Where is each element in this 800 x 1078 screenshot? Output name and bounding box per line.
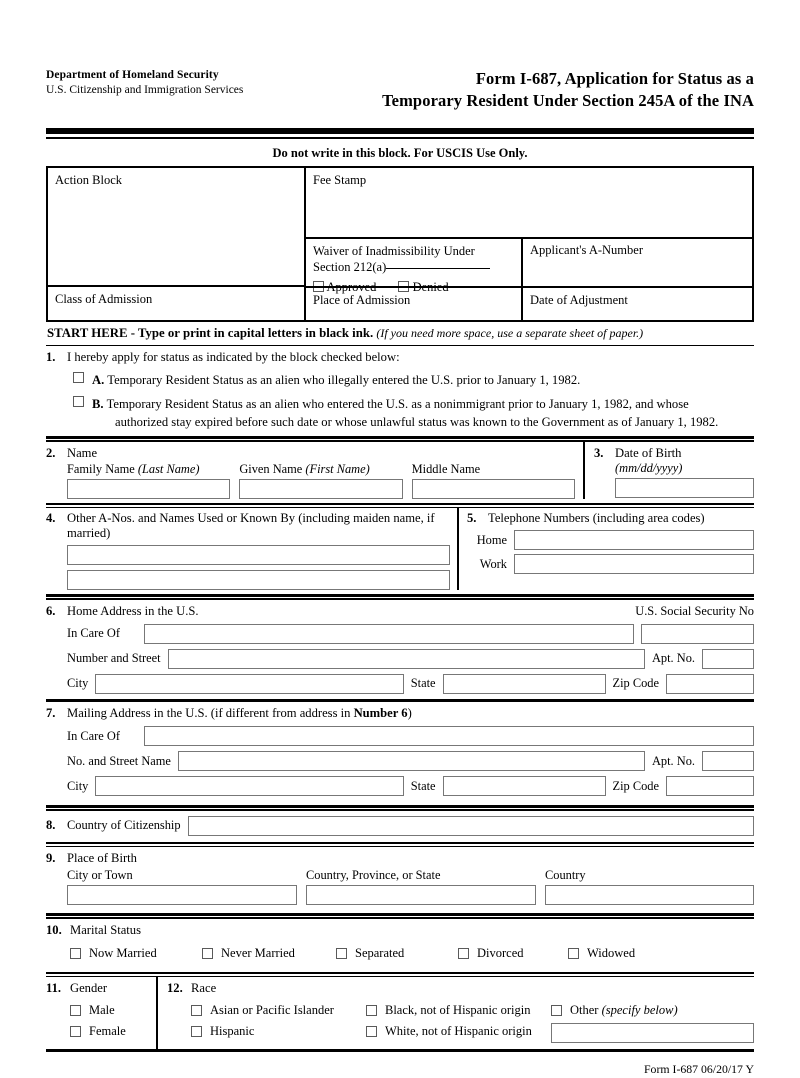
home-state-input[interactable]: [443, 674, 606, 694]
family-name-input[interactable]: [67, 479, 230, 499]
action-block-label: Action Block: [55, 172, 123, 187]
fee-stamp-cell[interactable]: [306, 168, 752, 237]
mail-street-label: No. and Street Name: [67, 753, 171, 768]
date-of-birth-input[interactable]: [615, 478, 754, 498]
mail-city-input[interactable]: [95, 776, 403, 796]
action-block-cell[interactable]: [48, 168, 304, 285]
birth-city-input[interactable]: [67, 885, 297, 905]
item-5-number: 5.: [467, 511, 477, 526]
item-8-title: Country of Citizenship: [67, 818, 181, 833]
agency-department: Department of Homeland Security: [46, 69, 219, 81]
home-phone-row: [467, 530, 754, 550]
item-3-header: [594, 442, 754, 461]
item-10-number: 10.: [46, 922, 62, 937]
work-phone-row: [467, 554, 754, 574]
mail-in-care-of-row: [46, 726, 754, 746]
race-option-black[interactable]: Black, not of Hispanic origin: [366, 1003, 551, 1018]
item-6-title: Home Address in the U.S.: [67, 603, 199, 618]
race-column-1: [191, 1003, 366, 1043]
item-1-option-a-description: Temporary Resident Status as an alien who illegally entered the U.S. prior to January 1, 1982.: [107, 373, 581, 388]
admission-row: [306, 286, 752, 320]
item-6-number: 6.: [46, 603, 56, 618]
uscis-right-column: [306, 168, 752, 320]
ssn-input[interactable]: [641, 624, 754, 644]
item-9-title: Place of Birth: [67, 851, 137, 866]
white-not-hispanic-checkbox[interactable]: [366, 1026, 377, 1037]
work-phone-input[interactable]: [514, 554, 754, 574]
class-of-admission-cell[interactable]: [48, 285, 304, 320]
item-5-title: Telephone Numbers (including area codes): [488, 511, 705, 526]
work-phone-label: Work: [479, 556, 507, 571]
birth-city-group: [67, 868, 297, 905]
birth-province-label: Country, Province, or State: [306, 868, 441, 883]
mail-street-input[interactable]: [178, 751, 645, 771]
widowed-checkbox[interactable]: [568, 948, 579, 959]
home-phone-label: Home: [476, 532, 507, 547]
family-name-label: Family Name (Last Name): [67, 461, 200, 476]
uscis-block-caption: Do not write in this block. For USCIS Use Only.: [272, 145, 528, 160]
form-title-line2: Temporary Resident Under Section 245A of the INA: [382, 91, 754, 111]
home-state-label: State: [410, 676, 436, 691]
asian-pacific-islander-checkbox[interactable]: [191, 1005, 202, 1016]
item-4-title: Other A-Nos. and Names Used or Known By (including maiden name, if married): [67, 511, 435, 541]
home-street-input[interactable]: [168, 649, 645, 669]
home-zip-input[interactable]: [666, 674, 754, 694]
start-here-instruction: [46, 322, 754, 345]
item-11-header: [46, 981, 156, 996]
item-6-title-group: [46, 604, 199, 619]
never-married-checkbox[interactable]: [202, 948, 213, 959]
middle-name-group: [412, 462, 575, 499]
item-4-header: [46, 508, 450, 541]
header-rule-thick: [46, 128, 754, 134]
waiver-row: [306, 237, 752, 294]
marital-status-options: [70, 946, 754, 961]
item-9-header: [46, 851, 754, 866]
item-5-telephone: [459, 508, 754, 590]
divorced-checkbox[interactable]: [458, 948, 469, 959]
item-11-gender: [46, 977, 158, 1049]
place-of-admission-cell[interactable]: [306, 288, 523, 320]
item-7-number: 7.: [46, 706, 56, 721]
waiver-approved-label: Approved: [326, 279, 377, 294]
item-1-number: 1.: [46, 350, 56, 365]
mail-in-care-of-input[interactable]: [144, 726, 754, 746]
home-in-care-of-label: In Care Of: [67, 626, 120, 641]
date-of-adjustment-cell[interactable]: [523, 288, 752, 320]
item-1-apply-status: [46, 346, 754, 436]
fee-stamp-label: Fee Stamp: [313, 172, 367, 187]
item-1-option-b[interactable]: [73, 396, 754, 431]
item-1-header: [46, 350, 754, 365]
waiver-label-line2: Section 212(a): [313, 259, 514, 276]
item-2-fields: [67, 462, 575, 499]
home-city-row: [46, 674, 754, 694]
item-11-title: Gender: [70, 981, 108, 996]
item-12-race: [158, 977, 754, 1049]
home-phone-input[interactable]: [514, 530, 754, 550]
item-1-option-a-label: A.: [92, 373, 105, 388]
item-11-number: 11.: [46, 981, 62, 996]
mail-apt-input[interactable]: [702, 751, 754, 771]
item-7-title: Mailing Address in the U.S. (if different from address in Number 6): [67, 706, 412, 721]
item-9-place-of-birth: [46, 847, 754, 910]
class-of-admission-label: Class of Admission: [55, 291, 153, 306]
item-10-marital-status: [46, 919, 754, 966]
female-checkbox[interactable]: [70, 1026, 81, 1037]
marital-option-divorced[interactable]: Divorced: [458, 946, 568, 961]
waiver-cell: [306, 239, 523, 294]
item-2-title: Name: [67, 445, 98, 460]
form-footer: [46, 1052, 754, 1078]
item-8-row: [46, 816, 754, 836]
item-12-number: 12.: [167, 981, 183, 996]
citizenship-input[interactable]: [188, 816, 754, 836]
other-names-input-1[interactable]: [67, 545, 450, 565]
home-city-label: City: [67, 676, 89, 691]
item-5-header: [467, 508, 754, 526]
item-7-mailing-address: [46, 702, 754, 801]
home-street-label: Number and Street: [67, 651, 161, 666]
applicant-a-number-cell[interactable]: [523, 239, 752, 286]
mail-zip-label: Zip Code: [612, 778, 659, 793]
birth-city-label: City or Town: [67, 868, 133, 883]
mail-city-row: [46, 776, 754, 796]
given-name-label: Given Name (First Name): [239, 461, 370, 476]
marital-option-now-married[interactable]: Now Married: [70, 946, 202, 961]
mail-street-row: [46, 751, 754, 771]
items-2-3-row: [46, 442, 754, 499]
birth-province-input[interactable]: [306, 885, 536, 905]
black-not-hispanic-checkbox[interactable]: [366, 1005, 377, 1016]
mail-apt-label: Apt. No.: [651, 753, 695, 768]
item-4-number: 4.: [46, 511, 56, 526]
gender-option-male[interactable]: Male: [70, 1003, 156, 1018]
home-city-input[interactable]: [95, 674, 403, 694]
item-10-header: [46, 923, 754, 938]
other-race-input[interactable]: [551, 1023, 754, 1043]
applicant-a-number-label: Applicant's A-Number: [530, 242, 643, 257]
form-title: [382, 68, 754, 112]
form-header: [46, 0, 754, 112]
item-2-name: [46, 442, 585, 499]
male-checkbox[interactable]: [70, 1005, 81, 1016]
birth-country-group: [545, 868, 754, 905]
given-name-input[interactable]: [239, 479, 402, 499]
item-3-date-of-birth: [585, 442, 754, 499]
waiver-denied-label: Denied: [412, 279, 449, 294]
item-1-option-b-description-2: authorized stay expired before such date or whose unlawful status was known to the Government as of January 1, 1982.: [115, 414, 719, 429]
other-names-input-2[interactable]: [67, 570, 450, 590]
race-options: [191, 1003, 754, 1043]
mail-state-input[interactable]: [443, 776, 606, 796]
header-rule-thin: [46, 137, 754, 139]
uscis-left-column: [48, 168, 306, 320]
item-1-option-b-checkbox[interactable]: [73, 396, 84, 407]
mail-in-care-of-label: In Care Of: [67, 728, 120, 743]
separated-checkbox[interactable]: [336, 948, 347, 959]
start-here-bold: START HERE - Type or print in capital letters in black ink.: [47, 325, 374, 340]
form-title-line1: Form I-687, Application for Status as a: [475, 69, 754, 88]
item-9-fields: [67, 868, 754, 905]
form-page: [46, 0, 754, 1076]
items-4-5-row: [46, 508, 754, 590]
place-of-admission-label: Place of Admission: [313, 292, 411, 307]
item-6-header: [46, 604, 754, 619]
items-11-12-row: [46, 977, 754, 1049]
birth-country-label: Country: [545, 868, 586, 883]
item-9-number: 9.: [46, 851, 56, 866]
home-apt-input[interactable]: [702, 649, 754, 669]
mail-state-label: State: [410, 778, 436, 793]
ssn-label: U.S. Social Security No: [635, 603, 754, 618]
home-street-row: [46, 649, 754, 669]
item-1-option-b-label: B.: [92, 397, 104, 412]
home-zip-label: Zip Code: [612, 676, 659, 691]
other-race-checkbox[interactable]: [551, 1005, 562, 1016]
race-option-hispanic[interactable]: Hispanic: [191, 1024, 366, 1039]
birth-country-input[interactable]: [545, 885, 754, 905]
date-of-birth-format: (mm/dd/yyyy): [615, 460, 683, 475]
waiver-label-line1: Waiver of Inadmissibility Under: [313, 243, 475, 258]
item-1-prompt: I hereby apply for status as indicated by the block checked below:: [67, 350, 400, 365]
item-10-title: Marital Status: [70, 922, 142, 937]
item-7-header: [46, 706, 754, 721]
item-3-number: 3.: [594, 445, 604, 460]
race-option-asian[interactable]: Asian or Pacific Islander: [191, 1003, 366, 1018]
middle-name-input[interactable]: [412, 479, 575, 499]
item-8-citizenship: [46, 811, 754, 842]
item-1-option-a-text: [92, 372, 754, 389]
date-of-adjustment-label: Date of Adjustment: [530, 292, 628, 307]
item-1-option-b-text: [92, 396, 754, 431]
other-race-label: Other (specify below): [570, 1003, 678, 1018]
mail-city-label: City: [67, 778, 89, 793]
item-8-number: 8.: [46, 818, 56, 833]
family-name-group: [67, 462, 230, 499]
home-apt-label: Apt. No.: [651, 651, 695, 666]
form-footer-text: Form I-687 06/20/17 Y: [644, 1061, 754, 1076]
hispanic-checkbox[interactable]: [191, 1026, 202, 1037]
item-2-number: 2.: [46, 445, 56, 460]
birth-province-group: [306, 868, 536, 905]
item-4-other-names: [46, 508, 459, 590]
marital-option-widowed[interactable]: Widowed: [568, 946, 635, 961]
item-2-header: [46, 442, 575, 461]
item-12-header: [167, 981, 754, 996]
marital-option-separated[interactable]: Separated: [336, 946, 458, 961]
item-6-home-address: [46, 600, 754, 699]
home-in-care-of-input[interactable]: [144, 624, 634, 644]
race-option-other[interactable]: [551, 1003, 754, 1018]
race-column-other: [551, 1003, 754, 1043]
mail-zip-input[interactable]: [666, 776, 754, 796]
waiver-section-blank[interactable]: [386, 268, 490, 269]
agency-bureau: U.S. Citizenship and Immigration Services: [46, 83, 244, 96]
item-1-option-b-description: Temporary Resident Status as an alien who entered the U.S. as a nonimmigrant prior to January 1, 1982, and whose: [106, 397, 689, 412]
start-here-italic: (If you need more space, use a separate sheet of paper.): [376, 325, 644, 340]
marital-option-never-married[interactable]: Never Married: [202, 946, 336, 961]
now-married-checkbox[interactable]: [70, 948, 81, 959]
uscis-use-only-block: [46, 166, 754, 322]
race-option-white[interactable]: White, not of Hispanic origin: [366, 1024, 551, 1039]
item-12-title: Race: [191, 981, 217, 996]
middle-name-label: Middle Name: [411, 461, 481, 476]
gender-option-female[interactable]: Female: [70, 1024, 156, 1039]
given-name-group: [239, 462, 402, 499]
item-3-title: Date of Birth: [615, 445, 682, 460]
item-1-option-a[interactable]: [73, 372, 754, 389]
home-in-care-of-row: [46, 624, 754, 644]
item-1-option-a-checkbox[interactable]: [73, 372, 84, 383]
agency-identification: [46, 68, 243, 97]
race-column-2: [366, 1003, 551, 1043]
